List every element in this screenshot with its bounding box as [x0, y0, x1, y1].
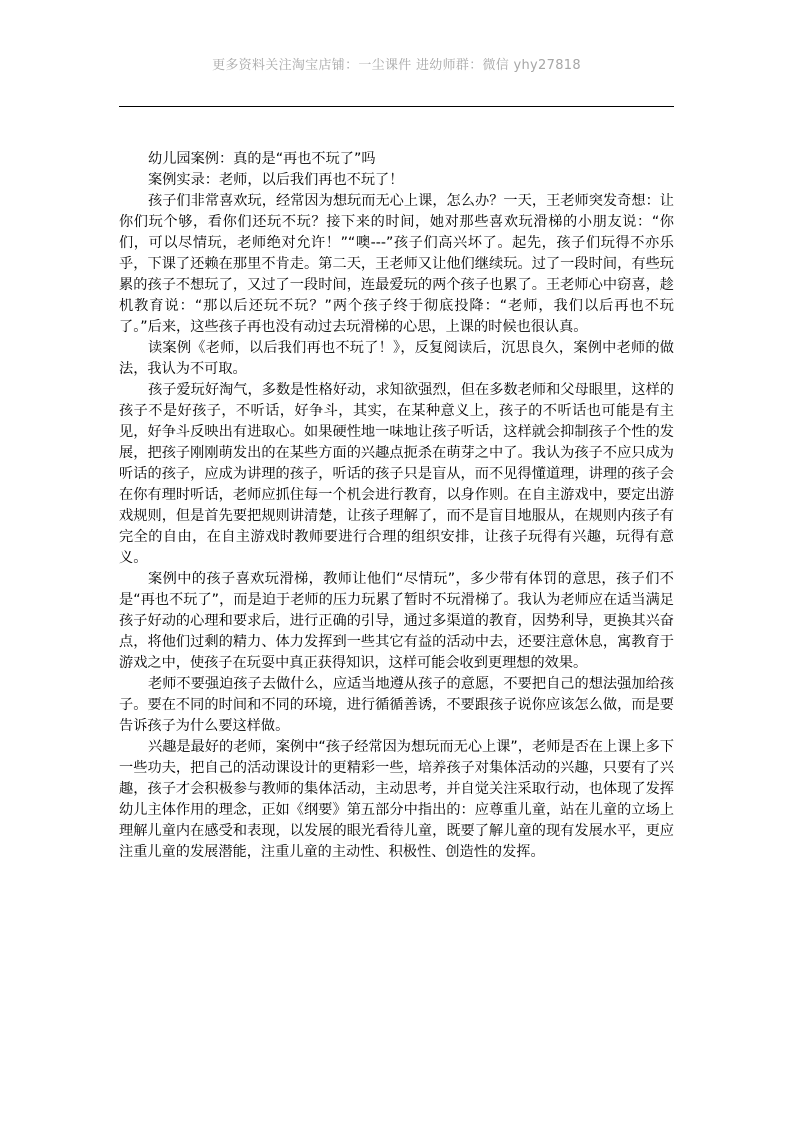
- paragraph: 孩子爱玩好淘气，多数是性格好动，求知欲强烈，但在多数老师和父母眼里，这样的孩子不是好孩子，不听话，好争斗，其实，在某种意义上，孩子的不听话也可能是有主见，好争斗反映出有进取心。如果硬性地一味地让孩子听话，这样就会抑制孩子个性的发展，把孩子刚刚萌发出的在某些方面的兴趣点扼杀在萌芽之中了。我认为孩子不应只成为听话的孩子，应成为讲理的孩子，听话的孩子只是盲从，而不见得懂道理，讲理的孩子会在你有理时听话，老师应抓住每一个机会进行教育，以身作则。在自主游戏中，要定出游戏规则，但是首先要把规则讲清楚，让孩子理解了，而不是盲目地服从，在规则内孩子有完全的自由，在自主游戏时教师要进行合理的组织安排，让孩子玩得有兴趣，玩得有意义。: [119, 382, 674, 566]
- case-title: 案例实录：老师，以后我们再也不玩了！: [148, 172, 404, 188]
- document-body: [119, 149, 674, 863]
- paragraph: 兴趣是最好的老师，案例中“孩子经常因为想玩而无心上课”，老师是否在上课上多下一些功夫，把自己的活动课设计的更精彩一些，培养孩子对集体活动的兴趣，只要有了兴趣，孩子才会积极参与教师的集体活动，主动思考，并自觉关注采取行动，也体现了发挥幼儿主体作用的理念，正如《纲要》第五部分中指出的：应尊重儿童，站在儿童的立场上理解儿童内在感受和表现，以发展的眼光看待儿童，既要了解儿童的现有发展水平，更应注重儿童的发展潜能，注重儿童的主动性、积极性、创造性的发挥。: [119, 739, 674, 860]
- document-title: 幼儿园案例：真的是“再也不玩了”吗: [148, 151, 376, 167]
- page-header: 更多资料关注淘宝店铺：一尘课件 进幼师群：微信 yhy27818: [212, 58, 581, 73]
- header-divider: [119, 106, 674, 107]
- paragraph: 案例中的孩子喜欢玩滑梯，教师让他们“尽情玩”，多少带有体罚的意思，孩子们不是“再也不玩了”，而是迫于老师的压力玩累了暂时不玩滑梯了。我认为老师应在适当满足孩子好动的心理和要求后，进行正确的引导，通过多渠道的教育，因势利导，更换其兴奋点，将他们过剩的精力、体力发挥到一些其它有益的活动中去，还要注意休息，寓教育于游戏之中，使孩子在玩耍中真正获得知识，这样可能会收到更理想的效果。: [119, 571, 674, 671]
- paragraph: 老师不要强迫孩子去做什么，应适当地遵从孩子的意愿，不要把自己的想法强加给孩子。要在不同的时间和不同的环境，进行循循善诱，不要跟孩子说你应该怎么做，而是要告诉孩子为什么要这样做。: [119, 676, 674, 734]
- paragraph: 孩子们非常喜欢玩，经常因为想玩而无心上课，怎么办？一天，王老师突发奇想：让你们玩个够，看你们还玩不玩？接下来的时间，她对那些喜欢玩滑梯的小朋友说：“你们，可以尽情玩，老师绝对允许！”“噢---”孩子们高兴坏了。起先，孩子们玩得不亦乐乎，下课了还赖在那里不肯走。第二天，王老师又让他们继续玩。过了一段时间，有些玩累的孩子不想玩了，又过了一段时间，连最爱玩的两个孩子也累了。王老师心中窃喜，趁机教育说：“那以后还玩不玩？”两个孩子终于彻底投降：“老师，我们以后再也不玩了。”后来，这些孩子再也没有动过去玩滑梯的心思，上课的时候也很认真。: [119, 193, 674, 335]
- paragraph: 读案例《老师，以后我们再也不玩了！》，反复阅读后，沉思良久，案例中老师的做法，我认为不可取。: [119, 340, 674, 377]
